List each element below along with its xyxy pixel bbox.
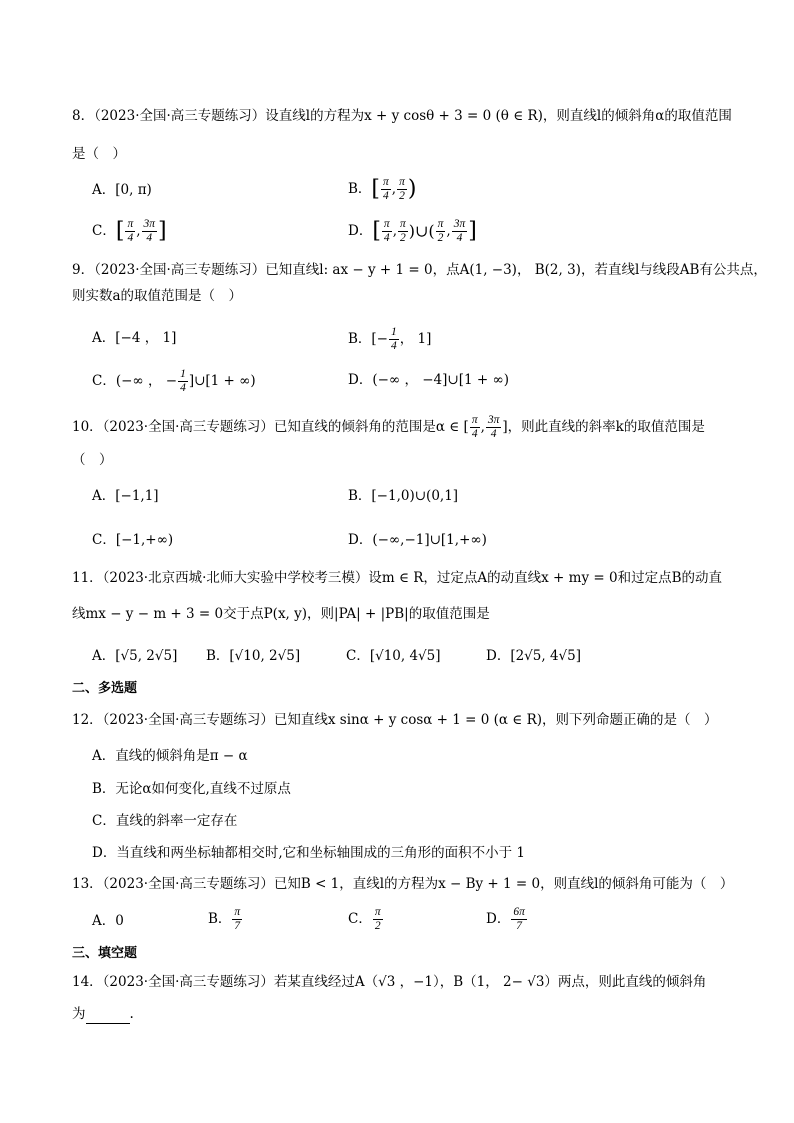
q9-option-d: D．(−∞ ， −4]∪[1 + ∞): [348, 372, 509, 388]
q9-stem-cont: 则实数a的取值范围是（ ）: [72, 288, 243, 304]
q9-option-b: B．[− $\frac{1}{4}$ ， 1]: [348, 326, 432, 352]
q11-option-a: A．[√5, 2√5]: [92, 648, 178, 664]
q8-option-d: D．[ $\frac{\pi}{4}$ , $\frac{\pi}{2}$ )∪( $\frac{\pi}{2}$ , $\frac{3\pi}{4}$ ]: [348, 218, 477, 244]
q11-option-d: D．[2√5, 4√5]: [486, 648, 582, 664]
q8-option-a: A．[0, π): [92, 182, 152, 198]
q14-stem-cont: 为 .: [72, 1006, 134, 1022]
q10-option-c: C．[−1,+∞): [92, 532, 174, 548]
q13-option-b: B． $\frac{\pi}{7}$: [208, 906, 241, 932]
q13-stem: 13．（2023·全国·高三专题练习）已知B < 1，直线l的方程为x − By + 1 = 0，则直线l的倾斜角可能为（ ）: [72, 876, 734, 892]
q9-option-c: C．(−∞ ， − $\frac{1}{4}$ ]∪[1 + ∞): [92, 368, 256, 394]
q13-option-a: A．0: [92, 913, 124, 929]
q8-stem-cont: 是（ ）: [72, 146, 126, 162]
q14-stem: 14．（2023·全国·高三专题练习）若某直线经过A（√3 ，−1），B（1， 2− √3）两点，则此直线的倾斜角: [72, 974, 707, 990]
q13-option-d: D． $\frac{6\pi}{7}$: [486, 906, 525, 932]
q12-option-a: A．直线的倾斜角是π − α: [92, 748, 248, 764]
q9-stem: 9．（2023·全国·高三专题练习）已知直线l: ax − y + 1 = 0，点A(1, −3)， B(2, 3)，若直线l与线段AB有公共点，: [72, 262, 767, 278]
q12-stem: 12．（2023·全国·高三专题练习）已知直线x sinα + y cosα + 1 = 0 (α ∈ R)，则下列命题正确的是（ ）: [72, 712, 718, 728]
q12-option-d: D．当直线和两坐标轴都相交时,它和坐标轴围成的三角形的面积不小于 1: [92, 845, 525, 861]
q11-stem-cont: 线mx − y − m + 3 = 0交于点P(x, y)，则|PA| + |PB|的取值范围是: [72, 606, 490, 622]
q11-stem: 11．（2023·北京西城·北师大实验中学校考三模）设m ∈ R，过定点A的动直线x + my = 0和过定点B的动直: [72, 570, 722, 586]
section-multi-choice: 二、多选题: [72, 681, 138, 696]
answer-blank: [86, 1009, 130, 1024]
q10-option-a: A．[−1,1]: [92, 488, 159, 504]
q8-stem: 8．（2023·全国·高三专题练习）设直线l的方程为x + y cosθ + 3 = 0 (θ ∈ R)，则直线l的倾斜角α的取值范围: [72, 108, 732, 124]
q8-option-c: C．[ $\frac{\pi}{4}$ , $\frac{3\pi}{4}$ ]: [92, 218, 167, 244]
q12-option-b: B．无论α如何变化,直线不过原点: [92, 781, 291, 797]
q10-stem: 10．（2023·全国·高三专题练习）已知直线的倾斜角的范围是α ∈ [ $\frac{\pi}{4}$ , $\frac{3\pi}{4}$ ]，则此直线的斜率k的取值范围是: [72, 414, 705, 440]
q8-option-b: B．[ $\frac{\pi}{4}$ , $\frac{\pi}{2}$ ): [348, 176, 417, 202]
q10-option-b: B．[−1,0)∪(0,1]: [348, 488, 459, 504]
q10-option-d: D．(−∞,−1]∪[1,+∞): [348, 532, 487, 548]
q11-option-c: C．[√10, 4√5]: [346, 648, 441, 664]
q13-option-c: C． $\frac{\pi}{2}$: [348, 906, 381, 932]
q9-option-a: A．[−4 ， 1]: [92, 330, 177, 346]
q11-option-b: B．[√10, 2√5]: [206, 648, 301, 664]
q10-stem-cont: （ ）: [72, 452, 113, 468]
section-fill-blank: 三、填空题: [72, 946, 138, 961]
q12-option-c: C．直线的斜率一定存在: [92, 813, 238, 829]
